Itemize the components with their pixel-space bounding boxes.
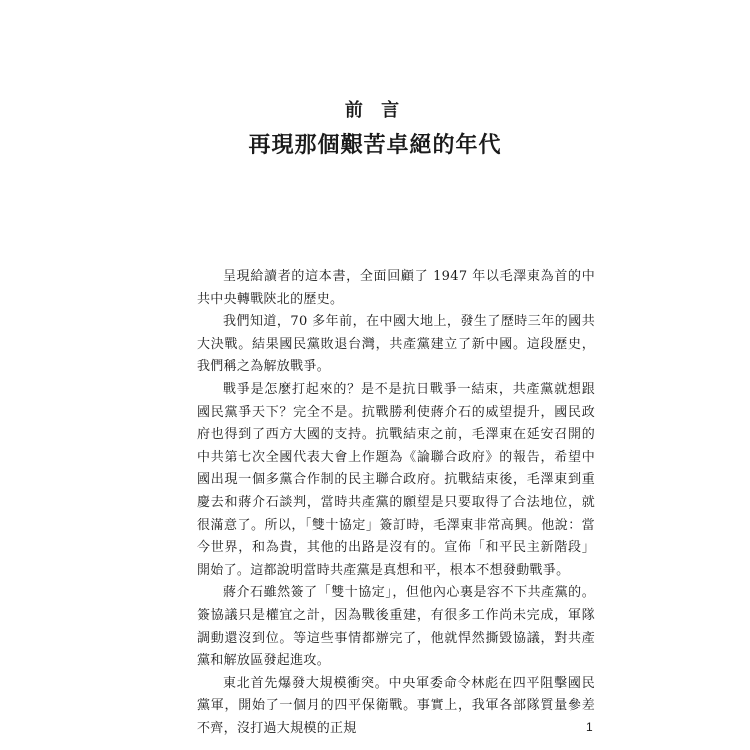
paragraph: 我們知道，70 多年前，在中國大地上，發生了歷時三年的國共大決戰。結果國民黨敗退台灣，共產黨建立了新中國。這段歷史，我們稱之為解放戰爭。: [197, 314, 595, 375]
chapter-label: 前 言: [344, 100, 406, 121]
paragraph: 呈現給讀者的這本書，全面回顧了 1947 年以毛澤東為首的中共中央轉戰陝北的歷史。: [197, 269, 595, 307]
paragraph: 戰爭是怎麼打起來的？是不是抗日戰爭一結束，共產黨就想跟國民黨爭天下？完全不是。抗戰勝利使蔣介石的威望提升，國民政府也得到了西方大國的支持。抗戰結束之前，毛澤東在延安召開的中共第七次全國代表大會上作題為《論聯合政府》的報告，希望中國出現一個多黨合作制的民主聯合政府。抗戰結束後，毛澤東到重慶去和蔣介石談判，當時共產黨的願望是只要取得了合法地位，就很滿意了。所以，「雙十協定」簽訂時，毛澤東非常高興。他說：當今世界，和為貴，其他的出路是沒有的。宣佈「和平民主新階段」開始了。這都說明當時共產黨是真想和平，根本不想發動戰爭。: [197, 381, 595, 578]
body-text: [197, 266, 595, 740]
paragraph: 蔣介石雖然簽了「雙十協定」，但他內心裏是容不下共產黨的。簽協議只是權宜之計，因為戰後重建，有很多工作尚未完成，軍隊調動還沒到位。等這些事情都辦完了，他就悍然撕毀協議，對共產黨和解放區發起進攻。: [197, 585, 595, 669]
page-number: 1: [586, 720, 593, 734]
chapter-title: 再現那個艱苦卓絕的年代: [248, 132, 502, 158]
paragraph: 東北首先爆發大規模衝突。中央軍委命令林彪在四平阻擊國民黨軍，開始了一個月的四平保衛戰。事實上，我軍各部隊質量參差不齊，沒打過大規模的正規: [197, 675, 595, 736]
